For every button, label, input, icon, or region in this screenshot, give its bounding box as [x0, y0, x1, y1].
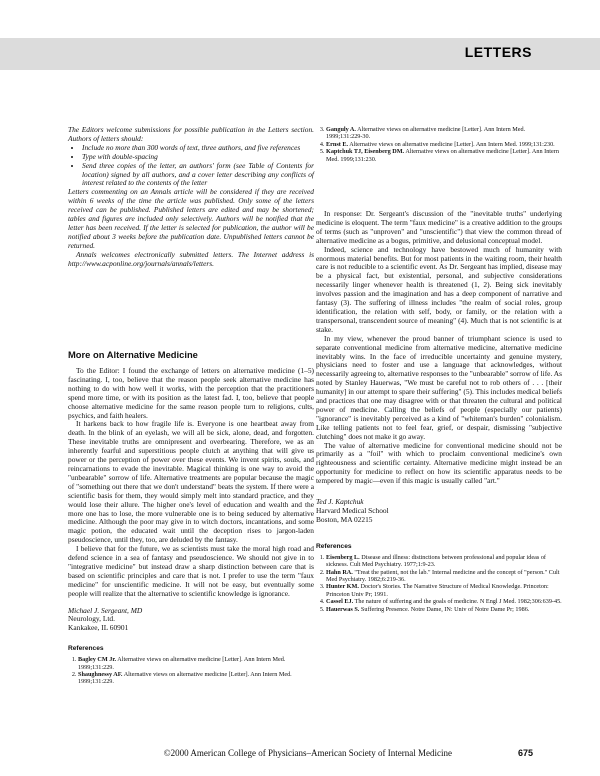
letter-signature — [68, 607, 314, 634]
references-list-b — [316, 554, 562, 613]
guideline-item: • Send three copies of the letter, an authors' form (see Table of Contents for location) signed by all authors, and a cover letter describing any conflicts of interest related to the contents of the letter — [82, 162, 314, 189]
letter-title: More on Alternative Medicine — [68, 349, 198, 360]
letter-paragraph: I believe that for the future, we as scientists must take the moral high road and defend science in a sea of fantasy and pseudoscience. We should not give in to "integrative medicine" but instead draw a sharp distinction between care that is based on scientific principles and care that is not. I prefer to use the term "faux medicine" for unscientific medicine. It will not be easy, but eventually some people will realize that the alternative to scientific knowledge is ignorance. — [68, 544, 314, 598]
reference-item: 3. Hunter KM. Doctor's Stories. The Narrative Structure of Medical Knowledge. Princeton: Princeton Univ Pr; 1991. — [326, 583, 562, 598]
guidelines-list — [68, 144, 314, 189]
footer-copyright: ©2000 American College of Physicians–American Society of Internal Medicine — [163, 748, 452, 758]
author-org: Harvard Medical School — [316, 506, 389, 515]
guideline-item: • Include no more than 300 words of text, three authors, and five references — [82, 144, 314, 153]
letter-paragraph: It harkens back to how fragile life is. Everyone is one heartbeat away from death. In the blink of an eyelash, we will all be sick, alone, dead, and forgotten. These inevitable truths are omnipresent and overbearing. Therefore, we as an inherently fearful and superstitious people clutch at anything that will give us power or the perception of power over these events. We invent spirits, souls, and reincarnations to evade the inevitable. Magical thinking is one way to avoid the "unbearable" sorrow of life. Alternative treatments are popular because the magic of "something out there that we don't understand" beats the system. If there were a scientific basis for them, they would simply melt into standard practice, and they would lose their allure. The higher one's level of education and wealth and the more one has to lose, the more vulnerable one is to being seduced by alternative medicine. Although the poor may give in to witch doctors, incantations, and some magic potion, the educated wait until the deception rises to jargon-laden pseudoscience, until they, too, are deluded by the fantasy. — [68, 419, 314, 545]
reference-item: 4. Ernst E. Alternative views on alternative medicine [Letter]. Ann Intern Med. 1999;131:230. — [326, 141, 562, 148]
author-city: Boston, MA 02215 — [316, 514, 373, 524]
editorial-policy: Letters commenting on an Annals article will be considered if they are received within 6 weeks of the time the article was published. Only some of the letters received can be published. Published letters are edited and may be shortened; tables and figures are included only selectively. Authors will be notified that the letter has been received. If the letter is selected for publication, the author will be notified about 3 weeks before the publication date. Unpublished letters cannot be returned. — [68, 187, 314, 250]
response-signature — [316, 498, 562, 525]
response-paragraph: In my view, whenever the proud banner of triumphant science is used to separate conventional medicine from alternative medicine, alternative medicine inevitably wins. In the face of irreducible uncertainty and genuine mystery, physicians need to foster and use a language that acknowledges, without necessarily agreeing to, alternative responses to the "unbearable" sorrow of life. As noted by Stanley Hauerwas, "We must be careful not to rob others of . . . [their humanity] in our attempt to spare their suffering" (5). This includes medical beliefs and practices that one may disagree with or that threaten the cultural and political power of medicine. Calling the beliefs of people (especially our patients) "ignorance" is inevitably perceived as a kind of "whiteman's burden" colonialism. Like telling patients not to feel fear, grief, or despair, dismissing "subjective clutching" does not make it go away. — [316, 333, 562, 441]
reference-item: 1. Bagley CM Jr. Alternative views on alternative medicine [Letter]. Ann Intern Med. 1999;131:229. — [78, 656, 314, 671]
reference-item: 1. Eisenberg L. Disease and illness: distinctions between professional and popular ideas of sickness. Cult Med Psychiatry. 1977;1:9-23. — [326, 554, 562, 569]
response-body — [316, 210, 562, 613]
editorial-electronic: Annals welcomes electronically submitted letters. The Internet address is http://www.acponline.org/journals/annals/letters. — [68, 249, 314, 268]
guideline-item: • Type with double-spacing — [82, 153, 314, 162]
reference-item: 5. Kaptchuk TJ, Eisenberg DM. Alternative views on alternative medicine [Letter]. Ann Intern Med. 1999;131:230. — [326, 148, 562, 163]
response-paragraph: The value of alternative medicine for conventional medicine should not be primarily as a "foil" with which to proclaim conventional medicine's own righteousness and scientific certainty. Alternative medicine might instead be an opportunity for medicine to reflect on how its scientific apparatus needs to be tempered by magic—even if this magic is usually called "art." — [316, 440, 562, 486]
reference-item: 2. Shaughnessy AF. Alternative views on alternative medicine [Letter]. Ann Intern Med. 1999;131:229. — [78, 671, 314, 686]
editorial-intro: The Editors welcome submissions for possible publication in the Letters section. Authors of letters should: — [68, 125, 314, 143]
references-list-a — [68, 656, 314, 686]
references-heading: References — [316, 542, 352, 550]
reference-item: 3. Ganguly A. Alternative views on alternative medicine [Letter]. Ann Intern Med. 1999;131:229-30. — [326, 126, 562, 141]
section-header-title: LETTERS — [464, 44, 532, 60]
reference-item: 5. Hauerwas S. Suffering Presence. Notre Dame, IN: Univ of Notre Dame Pr; 1986. — [326, 606, 562, 613]
response-paragraph: Indeed, science and technology have bestowed much of humanity with enormous material benefits. But for most patients in the waiting room, their health care is not reducible to a scientific event. As Dr. Sergeant has implied, disease may be a physical fact, but existential, personal, and subjective considerations necessarily linger whenever health is threatened (1, 2). Being sick inevitably involves passion and the imagination and has a deep component of narrative and fantasy (3). The suffering of illness includes "the realm of social roles, group identification, the relation with self, body, or family, or the relation with a transpersonal, transcendent source of meaning" (4). Much that is not scientific is at stake. — [316, 244, 562, 334]
references-list-a-continued — [316, 126, 562, 163]
author-org: Neurology, Ltd. — [68, 614, 115, 624]
letter-paragraph: To the Editor: I found the exchange of letters on alternative medicine (1–5) fascinating. I, too, believe that the reason people seek alternative medicine has nothing to do with how well it works, with the perception that the practitioners spend more time, or with its position as the latest fad. I, too, believe that people choose alternative medicine for the same reason people turn to religions, cults, psychics, and faith healers. — [68, 366, 314, 420]
author-name: Michael J. Sergeant, MD — [68, 605, 143, 615]
right-column — [316, 126, 562, 163]
references-heading: References — [68, 645, 104, 653]
reference-item: 4. Cassel EJ. The nature of suffering and the goals of medicine. N Engl J Med. 1982;306:639-45. — [326, 598, 562, 605]
letter-body — [68, 367, 314, 686]
reference-item: 2. Hahn RA. "Treat the patient, not the lab." Internal medicine and the concept of "person." Cult Med Psychiatry. 1982;6:219-36. — [326, 569, 562, 584]
author-name: Ted J. Kaptchuk — [316, 497, 364, 507]
response-paragraph: In response: Dr. Sergeant's discussion of the "inevitable truths" underlying medicine is eloquent. The term "faux medicine" is a creative addition to the groups of terms (such as "unproven" and "unscientific") that view the common thread of alternative medicine as a bogus, primitive, and delusional conceptual model. — [316, 209, 562, 245]
editorial-guidelines — [68, 126, 314, 269]
author-city: Kankakee, IL 60901 — [68, 623, 129, 633]
page-number: 675 — [517, 748, 533, 758]
